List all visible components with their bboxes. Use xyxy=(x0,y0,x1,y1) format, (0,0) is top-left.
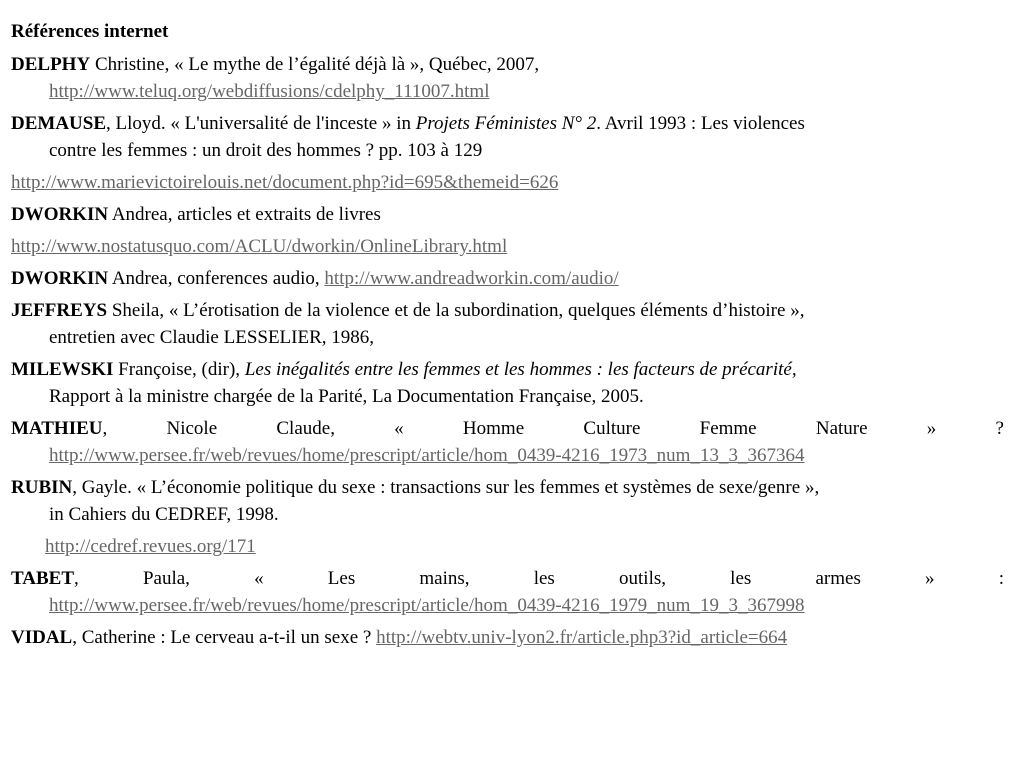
ref-link[interactable]: http://www.marievictoirelouis.net/document.php?id=695&themeid=626 xyxy=(11,172,559,193)
ref-text: , Nicole Claude, « Homme Culture Femme Nature » ? xyxy=(102,418,1004,439)
ref-tabet xyxy=(11,565,1004,619)
ref-mathieu xyxy=(11,415,1004,469)
ref-author: DWORKIN xyxy=(11,204,109,225)
ref-author: RUBIN xyxy=(11,477,73,498)
ref-dworkin-articles xyxy=(11,201,1004,228)
ref-author: MATHIEU xyxy=(11,418,103,439)
ref-author: DWORKIN xyxy=(11,268,109,289)
ref-text: , Lloyd. « L'universalité de l'inceste » in xyxy=(106,113,416,134)
ref-vidal xyxy=(11,624,1004,651)
ref-author: MILEWSKI xyxy=(11,359,114,380)
ref-dworkin-articles-url-line xyxy=(11,233,1004,260)
ref-link[interactable]: http://cedref.revues.org/171 xyxy=(45,536,256,557)
ref-link[interactable]: http://www.andreadworkin.com/audio/ xyxy=(324,268,619,289)
ref-rubin-url-line xyxy=(11,533,1004,560)
ref-delphy xyxy=(11,51,1004,105)
ref-text: Christine, « Le mythe de l’égalité déjà là », Québec, 2007, xyxy=(90,54,540,75)
ref-text: Rapport à la ministre chargée de la Parité, La Documentation Française, 2005. xyxy=(49,386,644,407)
page-title: Références internet xyxy=(11,21,169,42)
ref-text: in Cahiers du CEDREF, 1998. xyxy=(49,504,279,525)
ref-jeffreys xyxy=(11,297,1004,351)
ref-link[interactable]: http://www.nostatusquo.com/ACLU/dworkin/OnlineLibrary.html xyxy=(11,236,508,257)
ref-text: , Gayle. « L’économie politique du sexe : transactions sur les femmes et systèmes de sexe/genre », xyxy=(72,477,820,498)
ref-demause-url-line xyxy=(11,169,1004,196)
ref-text: entretien avec Claudie LESSELIER, 1986, xyxy=(49,327,375,348)
ref-demause xyxy=(11,110,1004,164)
ref-text: , Catherine : Le cerveau a-t-il un sexe ? xyxy=(72,627,377,648)
ref-rubin xyxy=(11,474,1004,528)
ref-link[interactable]: http://www.teluq.org/webdiffusions/cdelphy_111007.html xyxy=(49,81,490,102)
ref-text: , Paula, « Les mains, les outils, les armes » : xyxy=(74,568,1004,589)
ref-title: Les inégalités entre les femmes et les hommes : les facteurs de précarité, xyxy=(244,359,797,380)
ref-link[interactable]: http://www.persee.fr/web/revues/home/prescript/article/hom_0439-4216_1973_num_13_3_367364 xyxy=(49,445,805,466)
ref-text: Andrea, conferences audio, xyxy=(108,268,325,289)
ref-text: contre les femmes : un droit des hommes ? pp. 103 à 129 xyxy=(49,140,483,161)
ref-text: Andrea, articles et extraits de livres xyxy=(108,204,381,225)
ref-text: Françoise, (dir), xyxy=(113,359,245,380)
ref-dworkin-audio xyxy=(11,265,1004,292)
ref-author: DEMAUSE xyxy=(11,113,107,134)
ref-author: DELPHY xyxy=(11,54,91,75)
ref-author: TABET xyxy=(11,568,75,589)
ref-author: JEFFREYS xyxy=(11,300,108,321)
ref-milewski xyxy=(11,356,1004,410)
ref-text: Sheila, « L’érotisation de la violence et de la subordination, quelques éléments d’histoire », xyxy=(107,300,805,321)
ref-title: Projets Féministes N° 2 xyxy=(415,113,597,134)
ref-author: VIDAL xyxy=(11,627,73,648)
ref-text: . Avril 1993 : Les violences xyxy=(596,113,805,134)
ref-link[interactable]: http://webtv.univ-lyon2.fr/article.php3?id_article=664 xyxy=(376,627,788,648)
ref-link[interactable]: http://www.persee.fr/web/revues/home/prescript/article/hom_0439-4216_1979_num_19_3_367998 xyxy=(49,595,805,616)
